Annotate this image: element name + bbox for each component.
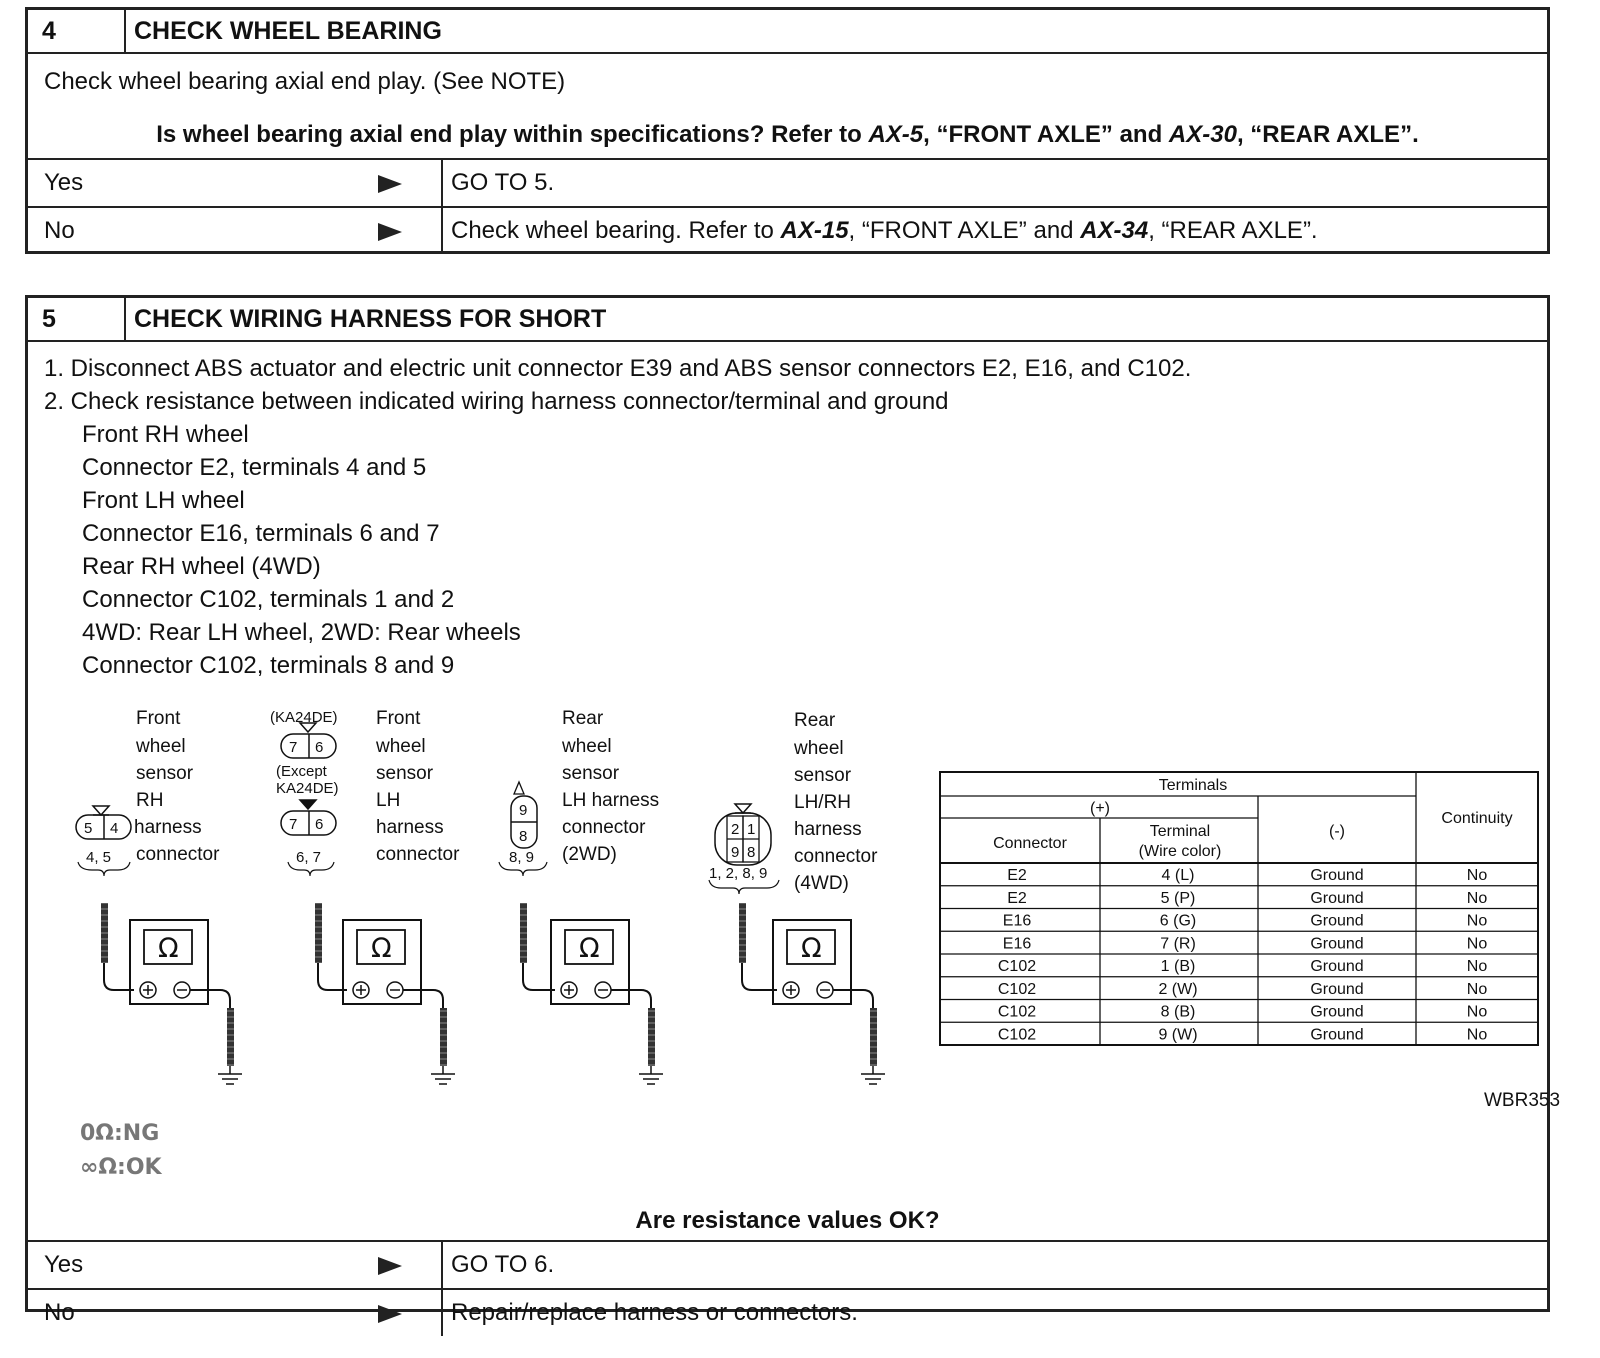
ohm-icon: Ω bbox=[371, 933, 392, 964]
svg-text:8: 8 bbox=[519, 828, 528, 845]
table-cell: 2 (W) bbox=[1158, 980, 1198, 998]
legend-ng: 0Ω:NG bbox=[80, 1121, 160, 1146]
sensor-label: harness bbox=[794, 819, 862, 840]
sensor-label: LH harness bbox=[562, 790, 660, 811]
table-cell: No bbox=[1466, 1026, 1488, 1044]
continuity-table bbox=[940, 772, 1538, 1045]
instruction-line: Connector E16, terminals 6 and 7 bbox=[82, 520, 440, 547]
sensor-label: sensor bbox=[136, 763, 194, 784]
table-cell: No bbox=[1466, 1003, 1488, 1021]
arrow-icon bbox=[378, 1257, 402, 1275]
instruction-line: Front RH wheel bbox=[82, 421, 249, 448]
table-cell: E2 bbox=[1007, 889, 1027, 907]
sensor-label: LH/RH bbox=[794, 792, 852, 813]
instruction-line: Front LH wheel bbox=[82, 487, 245, 514]
table-cell: Ground bbox=[1310, 958, 1364, 975]
front-lh-sensor-diagram bbox=[270, 708, 460, 876]
variant-label: (KA24DE) bbox=[270, 709, 338, 726]
table-cell: No bbox=[1466, 980, 1488, 998]
table-cell: C102 bbox=[997, 980, 1037, 998]
reference-link[interactable]: AX-34 bbox=[1080, 217, 1149, 244]
table-header: (-) bbox=[1329, 823, 1345, 840]
svg-text:4: 4 bbox=[110, 820, 119, 837]
table-cell: 5 (P) bbox=[1160, 889, 1196, 907]
table-header: Connector bbox=[993, 835, 1067, 852]
svg-text:9: 9 bbox=[731, 844, 740, 861]
table-header: Terminal bbox=[1149, 823, 1211, 840]
no-result: Check wheel bearing. Refer to AX-15, “FRONT AXLE” and AX-34, “REAR AXLE”. bbox=[441, 208, 1318, 254]
yes-result: GO TO 6. bbox=[441, 1242, 554, 1288]
no-label: No bbox=[44, 1299, 75, 1326]
table-cell: 1 (B) bbox=[1160, 958, 1196, 975]
terminal-label: 1, 2, 8, 9 bbox=[709, 865, 768, 882]
terminal-label: 6, 7 bbox=[296, 849, 322, 866]
table-cell: C102 bbox=[997, 1003, 1037, 1021]
table-cell: No bbox=[1466, 867, 1488, 884]
table-cell: 9 (W) bbox=[1158, 1026, 1198, 1044]
sensor-label: connector bbox=[136, 844, 220, 865]
step-question: Are resistance values OK? bbox=[635, 1207, 940, 1234]
svg-text:7: 7 bbox=[289, 816, 298, 833]
sensor-label: connector bbox=[376, 844, 460, 865]
ohmmeter-icon bbox=[739, 903, 885, 1084]
table-header: Terminals bbox=[1158, 777, 1228, 794]
table-cell: No bbox=[1466, 889, 1488, 907]
ohmmeter-icon bbox=[101, 903, 242, 1084]
reference-link[interactable]: AX-5 bbox=[868, 121, 924, 148]
ohm-icon: Ω bbox=[801, 933, 822, 964]
table-header: (Wire color) bbox=[1138, 843, 1222, 860]
table-cell: Ground bbox=[1310, 980, 1364, 998]
connector-icon bbox=[76, 806, 131, 839]
terminal-label: 8, 9 bbox=[509, 849, 535, 866]
step-title: CHECK WHEEL BEARING bbox=[134, 17, 442, 45]
sensor-label: connector bbox=[794, 846, 878, 867]
sensor-label: Front bbox=[136, 708, 181, 729]
ohmmeter-icon bbox=[315, 903, 455, 1084]
sensor-label: wheel bbox=[794, 738, 844, 759]
svg-text:8: 8 bbox=[747, 844, 756, 861]
variant-label: KA24DE) bbox=[276, 780, 339, 797]
table-cell: E16 bbox=[1002, 912, 1032, 930]
instruction-line: 4WD: Rear LH wheel, 2WD: Rear wheels bbox=[82, 619, 521, 646]
instruction-line: Connector C102, terminals 8 and 9 bbox=[82, 652, 455, 679]
table-cell: Ground bbox=[1310, 889, 1364, 907]
table-cell: 4 (L) bbox=[1161, 867, 1195, 884]
instruction-line: Connector C102, terminals 1 and 2 bbox=[82, 586, 455, 613]
table-cell: 7 (R) bbox=[1160, 935, 1196, 953]
sensor-label: (2WD) bbox=[562, 844, 617, 865]
yes-label: Yes bbox=[44, 169, 84, 196]
front-rh-sensor-diagram bbox=[76, 708, 220, 876]
yes-row bbox=[28, 1240, 1547, 1288]
table-cell: E16 bbox=[1002, 935, 1032, 953]
table-cell: No bbox=[1466, 912, 1488, 930]
instruction-line: Connector E2, terminals 4 and 5 bbox=[82, 454, 427, 481]
sensor-label: harness bbox=[134, 817, 202, 838]
table-cell: 6 (G) bbox=[1159, 912, 1197, 930]
step-number: 4 bbox=[28, 10, 126, 52]
ohmmeter-icon bbox=[520, 903, 663, 1084]
yes-label: Yes bbox=[44, 1251, 84, 1278]
no-result: Repair/replace harness or connectors. bbox=[441, 1290, 858, 1336]
table-cell: C102 bbox=[997, 1026, 1037, 1044]
reference-link[interactable]: AX-15 bbox=[780, 217, 849, 244]
table-cell: Ground bbox=[1310, 1026, 1364, 1044]
instruction-line: 2. Check resistance between indicated wiring harness connector/terminal and ground bbox=[44, 388, 949, 415]
table-cell: 8 (B) bbox=[1160, 1003, 1196, 1021]
table-header: Continuity bbox=[1441, 810, 1513, 827]
step-number: 5 bbox=[28, 298, 126, 340]
svg-text:7: 7 bbox=[289, 739, 298, 756]
table-cell: Ground bbox=[1310, 867, 1364, 884]
rear-4wd-sensor-diagram bbox=[709, 710, 878, 894]
sensor-label: wheel bbox=[376, 736, 426, 757]
table-cell: C102 bbox=[997, 958, 1037, 975]
sensor-label: RH bbox=[136, 790, 164, 811]
table-cell: No bbox=[1466, 935, 1488, 953]
step-title: CHECK WIRING HARNESS FOR SHORT bbox=[134, 305, 607, 333]
svg-text:2: 2 bbox=[731, 821, 740, 838]
table-cell: Ground bbox=[1310, 1003, 1364, 1021]
yes-result: GO TO 5. bbox=[441, 160, 554, 206]
ohmmeters bbox=[101, 903, 885, 1084]
sensor-label: LH bbox=[376, 790, 401, 811]
svg-text:6: 6 bbox=[315, 739, 324, 756]
reference-link[interactable]: AX-30 bbox=[1168, 121, 1237, 148]
sensor-label: wheel bbox=[562, 736, 612, 757]
sensor-label: Rear bbox=[794, 710, 836, 731]
table-header: (+) bbox=[1090, 800, 1110, 817]
step-instruction: Check wheel bearing axial end play. (See NOTE) bbox=[44, 68, 566, 95]
sensor-label: sensor bbox=[562, 763, 620, 784]
svg-text:6: 6 bbox=[315, 816, 324, 833]
sensor-label: (4WD) bbox=[794, 873, 849, 894]
svg-text:1: 1 bbox=[747, 821, 756, 838]
svg-text:9: 9 bbox=[519, 802, 528, 819]
sensor-label: wheel bbox=[136, 736, 186, 757]
legend-ok: ∞Ω:OK bbox=[80, 1155, 162, 1180]
sensor-label: Rear bbox=[562, 708, 604, 729]
instruction-line: Rear RH wheel (4WD) bbox=[82, 553, 321, 580]
table-cell: No bbox=[1466, 958, 1488, 975]
sensor-label: connector bbox=[562, 817, 646, 838]
arrow-icon bbox=[378, 1305, 402, 1323]
figure-id: WBR353 bbox=[1484, 1090, 1561, 1111]
table-cell: Ground bbox=[1310, 912, 1364, 930]
ohm-icon: Ω bbox=[158, 933, 179, 964]
table-cell: Ground bbox=[1310, 935, 1364, 953]
sensor-label: Front bbox=[376, 708, 421, 729]
step-question: Is wheel bearing axial end play within specifications? Refer to AX-5, “FRONT AXLE” and AX-30, “REAR AXLE”. bbox=[156, 121, 1419, 148]
no-label: No bbox=[44, 217, 75, 244]
no-row bbox=[28, 1288, 1547, 1336]
sensor-label: sensor bbox=[376, 763, 434, 784]
terminal-label: 4, 5 bbox=[86, 849, 112, 866]
svg-text:5: 5 bbox=[84, 820, 93, 837]
sensor-label: harness bbox=[376, 817, 444, 838]
variant-label: (Except bbox=[276, 763, 327, 780]
sensor-label: sensor bbox=[794, 765, 852, 786]
instruction-line: 1. Disconnect ABS actuator and electric unit connector E39 and ABS sensor connectors E2, E16, and C102. bbox=[44, 355, 1192, 382]
ohm-icon: Ω bbox=[579, 933, 600, 964]
table-cell: E2 bbox=[1007, 867, 1027, 884]
rear-2wd-sensor-diagram bbox=[499, 708, 659, 876]
